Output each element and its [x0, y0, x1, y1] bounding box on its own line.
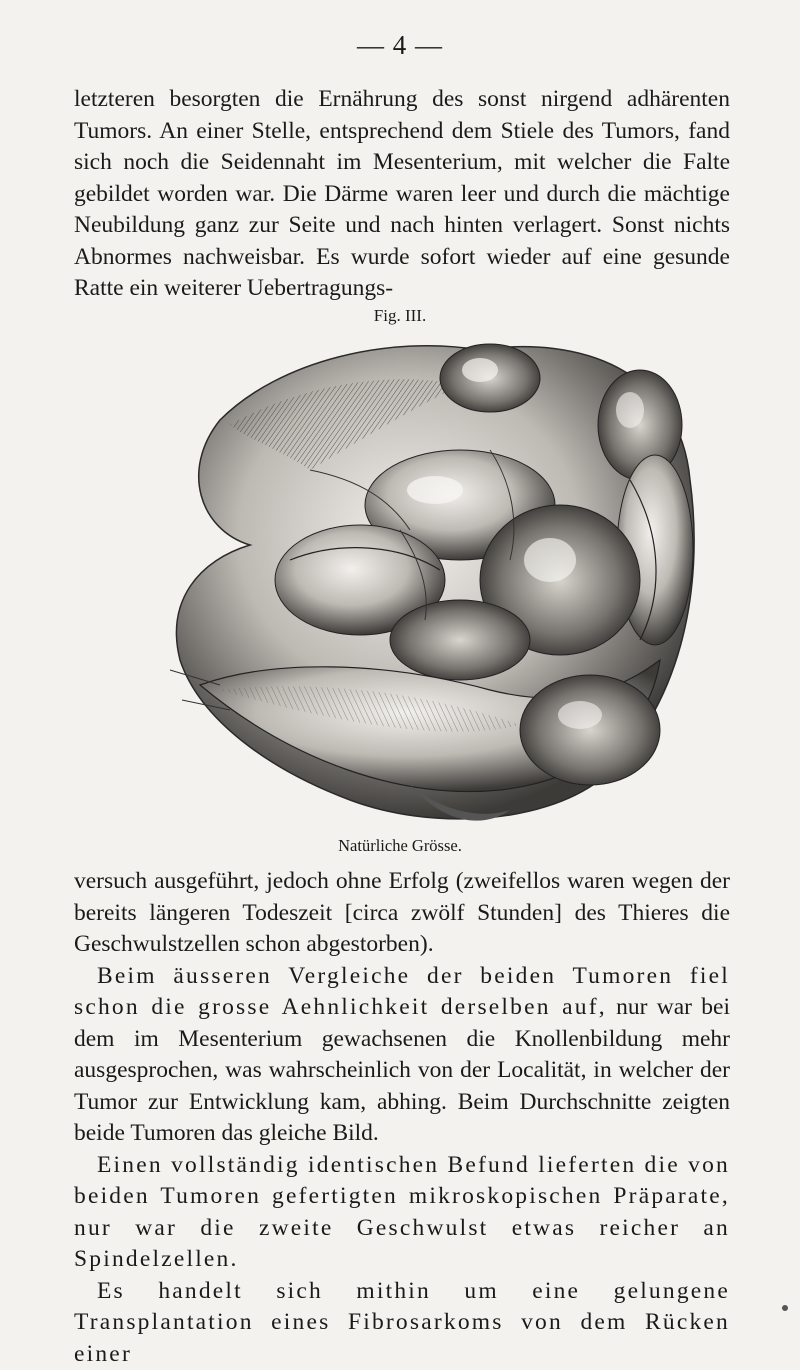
figure-caption: Natürliche Grösse. [0, 836, 800, 856]
paragraph-comparison [74, 961, 730, 1150]
page-number: — 4 — [0, 30, 800, 61]
paper-speck [782, 1305, 788, 1311]
paragraph-top-text: letzteren besorgten die Ernährung des sonst nirgend adhärenten Tumors. An einer Stelle, entsprechend dem Stiele des Tumors, fand sich noch die Seidennaht im Mesenterium, mit welcher die Falte gebildet worden war. Die Därme waren leer und durch die mächtige Neubildung ganz zur Seite und nach hinten verlagert. Sonst nichts Abnormes nachweisbar. Es wurde sofort wieder auf eine gesunde Ratte ein weiterer Uebertragungs- [74, 84, 730, 305]
tumor-illustration [160, 330, 700, 835]
figure-label: Fig. III. [0, 306, 800, 326]
paragraph-continuation: versuch ausgeführt, jedoch ohne Erfolg (zweifellos waren wegen der bereits längeren Todeszeit [circa zwölf Stunden] des Thieres die Geschwulstzellen schon abgestorben). [74, 866, 730, 961]
paragraph-bottom [74, 866, 730, 1370]
paragraph-conclusion: Es handelt sich mithin um eine gelungene Transplantation eines Fibrosarkoms von dem Rücken einer [74, 1276, 730, 1370]
paragraph-comparison-rest: nur war bei dem im Mesenterium gewachsenen die Knollenbildung mehr ausgesprochen, was wahrscheinlich von der Localität, in welcher der Tumor zur Entwicklung kam, abhing. Beim Durchschnitte zeigten beide Tumoren das gleiche Bild. [74, 994, 730, 1146]
paragraph-top [74, 84, 730, 305]
paragraph-comparison-lead: Beim äusseren Vergleiche der beiden Tumoren fiel schon die grosse Aehnlichkeit derselben auf, [74, 963, 730, 1021]
paragraph-microscopy: Einen vollständig identischen Befund lieferten die von beiden Tumoren gefertigten mikroskopischen Präparate, nur war die zweite Geschwulst etwas reicher an Spindelzellen. [74, 1150, 730, 1276]
